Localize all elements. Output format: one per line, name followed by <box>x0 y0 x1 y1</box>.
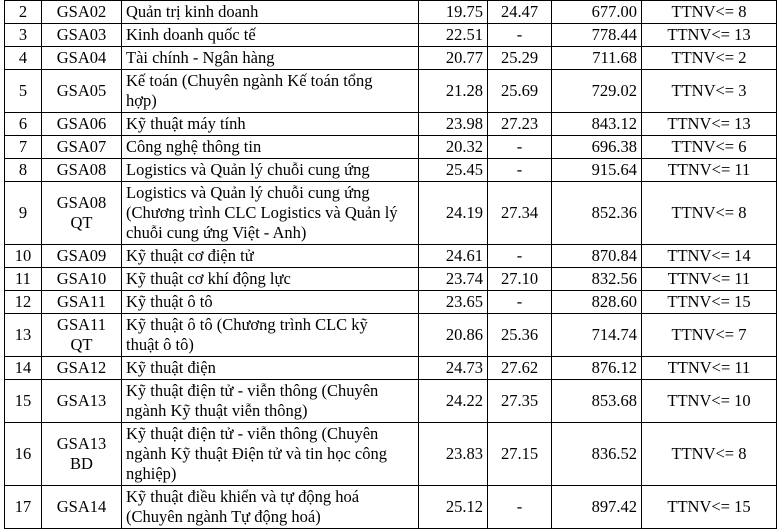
program-name-cell-line: Tài chính - Ngân hàng <box>126 48 275 67</box>
score-cell-3: 870.84 <box>552 245 642 268</box>
program-name-cell-line: nghiệp) <box>126 464 177 483</box>
program-name-cell <box>122 159 419 182</box>
program-code-cell <box>42 47 122 70</box>
score-cell-3: 915.64 <box>552 159 642 182</box>
table-row <box>5 47 777 70</box>
row-number-cell: 17 <box>5 486 42 529</box>
table-row <box>5 1 777 24</box>
criterion-cell: TTNV<= 13 <box>642 24 777 47</box>
program-code-cell-line: GSA10 <box>56 269 107 288</box>
score-cell-1: 21.28 <box>419 70 488 113</box>
program-code-cell <box>42 136 122 159</box>
program-name-cell <box>122 47 419 70</box>
score-cell-1: 20.77 <box>419 47 488 70</box>
program-code-cell-line: GSA12 <box>56 358 107 377</box>
program-code-cell <box>42 291 122 314</box>
row-number-cell: 8 <box>5 159 42 182</box>
score-cell-3: 711.68 <box>552 47 642 70</box>
row-number-cell: 3 <box>5 24 42 47</box>
table-row <box>5 182 777 245</box>
criterion-cell: TTNV<= 15 <box>642 486 777 529</box>
program-name-cell-line: Kỹ thuật điện tử - viễn thông (Chuyên <box>126 381 379 400</box>
program-code-cell <box>42 423 122 486</box>
score-cell-2: - <box>488 291 552 314</box>
program-name-cell <box>122 423 419 486</box>
score-cell-3: 876.12 <box>552 357 642 380</box>
program-name-cell <box>122 268 419 291</box>
table-row <box>5 70 777 113</box>
criterion-cell: TTNV<= 8 <box>642 1 777 24</box>
program-name-cell <box>122 380 419 423</box>
criterion-cell: TTNV<= 14 <box>642 245 777 268</box>
program-name-cell <box>122 314 419 357</box>
score-cell-2: 25.36 <box>488 314 552 357</box>
program-name-cell-line: Quản trị kinh doanh <box>126 2 259 21</box>
table-row <box>5 357 777 380</box>
table-row <box>5 380 777 423</box>
score-cell-3: 843.12 <box>552 113 642 136</box>
score-cell-1: 23.65 <box>419 291 488 314</box>
table-row <box>5 24 777 47</box>
document-page <box>4 0 776 526</box>
program-name-cell <box>122 70 419 113</box>
program-name-cell-line: Kỹ thuật cơ khí động lực <box>126 269 291 288</box>
program-code-cell <box>42 1 122 24</box>
program-code-cell <box>42 380 122 423</box>
program-name-cell-line: Công nghệ thông tin <box>126 137 262 156</box>
score-cell-3: 696.38 <box>552 136 642 159</box>
program-name-cell-line: Kỹ thuật ô tô <box>126 292 213 311</box>
program-name-cell-line: Kỹ thuật máy tính <box>126 114 246 133</box>
score-cell-2: - <box>488 24 552 47</box>
program-code-cell <box>42 357 122 380</box>
table-row <box>5 423 777 486</box>
criterion-cell: TTNV<= 11 <box>642 357 777 380</box>
program-code-cell-line: GSA09 <box>56 246 107 265</box>
program-name-cell <box>122 357 419 380</box>
program-name-cell-line: Logistics và Quản lý chuỗi cung ứng <box>126 160 370 179</box>
score-cell-3: 897.42 <box>552 486 642 529</box>
table-row <box>5 159 777 182</box>
program-name-cell-line: (Chương trình CLC Logistics và Quản lý <box>126 203 398 222</box>
score-cell-2: 25.69 <box>488 70 552 113</box>
program-name-cell <box>122 291 419 314</box>
criterion-cell: TTNV<= 11 <box>642 268 777 291</box>
score-cell-2: - <box>488 486 552 529</box>
program-code-cell <box>42 24 122 47</box>
score-cell-1: 20.32 <box>419 136 488 159</box>
score-cell-3: 853.68 <box>552 380 642 423</box>
program-name-cell <box>122 1 419 24</box>
program-name-cell-line: (Chuyên ngành Tự động hoá) <box>126 507 321 526</box>
score-cell-1: 20.86 <box>419 314 488 357</box>
score-cell-1: 23.74 <box>419 268 488 291</box>
program-code-cell-line: GSA05 <box>56 81 107 100</box>
score-cell-3: 729.02 <box>552 70 642 113</box>
program-name-cell <box>122 136 419 159</box>
table-row <box>5 314 777 357</box>
criterion-cell: TTNV<= 10 <box>642 380 777 423</box>
row-number-cell: 15 <box>5 380 42 423</box>
score-cell-1: 19.75 <box>419 1 488 24</box>
score-cell-2: 25.29 <box>488 47 552 70</box>
program-code-cell <box>42 486 122 529</box>
program-code-cell-line: GSA13 <box>56 434 107 453</box>
row-number-cell: 2 <box>5 1 42 24</box>
program-code-cell-line: GSA06 <box>56 114 107 133</box>
score-cell-3: 828.60 <box>552 291 642 314</box>
row-number-cell: 4 <box>5 47 42 70</box>
criterion-cell: TTNV<= 6 <box>642 136 777 159</box>
program-name-cell-line: Logistics và Quản lý chuỗi cung ứng <box>126 183 370 202</box>
score-cell-1: 25.12 <box>419 486 488 529</box>
score-cell-3: 832.56 <box>552 268 642 291</box>
row-number-cell: 7 <box>5 136 42 159</box>
score-cell-1: 24.61 <box>419 245 488 268</box>
program-code-cell <box>42 113 122 136</box>
criterion-cell: TTNV<= 3 <box>642 70 777 113</box>
score-cell-3: 714.74 <box>552 314 642 357</box>
criterion-cell: TTNV<= 11 <box>642 159 777 182</box>
criterion-cell: TTNV<= 7 <box>642 314 777 357</box>
program-name-cell-line: Kỹ thuật cơ điện tử <box>126 246 254 265</box>
program-name-cell <box>122 486 419 529</box>
program-name-cell <box>122 245 419 268</box>
table-row <box>5 113 777 136</box>
score-cell-3: 852.36 <box>552 182 642 245</box>
program-code-cell-line: GSA11 <box>57 292 106 311</box>
program-code-cell-line: GSA03 <box>56 25 107 44</box>
program-code-cell <box>42 314 122 357</box>
table-row <box>5 245 777 268</box>
score-cell-3: 677.00 <box>552 1 642 24</box>
row-number-cell: 6 <box>5 113 42 136</box>
program-name-cell-line: chuỗi cung ứng Việt - Anh) <box>126 223 307 242</box>
row-number-cell: 5 <box>5 70 42 113</box>
score-cell-2: - <box>488 159 552 182</box>
score-cell-1: 22.51 <box>419 24 488 47</box>
score-cell-3: 778.44 <box>552 24 642 47</box>
program-code-cell-line: BD <box>70 454 93 473</box>
program-code-cell-line: GSA08 <box>56 160 107 179</box>
score-cell-2: 27.15 <box>488 423 552 486</box>
program-name-cell-line: ngành Kỹ thuật Điện tử và tin học công <box>126 444 387 463</box>
score-cell-1: 24.22 <box>419 380 488 423</box>
table-row <box>5 291 777 314</box>
criterion-cell: TTNV<= 13 <box>642 113 777 136</box>
program-name-cell-line: thuật ô tô) <box>126 335 194 354</box>
criterion-cell: TTNV<= 8 <box>642 182 777 245</box>
admission-scores-table <box>4 0 777 529</box>
program-name-cell-line: ngành Kỹ thuật viễn thông) <box>126 401 308 420</box>
score-cell-1: 24.73 <box>419 357 488 380</box>
score-cell-2: 27.62 <box>488 357 552 380</box>
program-code-cell-line: GSA13 <box>56 391 107 410</box>
program-code-cell-line: GSA11 <box>57 315 106 334</box>
program-code-cell-line: GSA14 <box>56 497 107 516</box>
row-number-cell: 13 <box>5 314 42 357</box>
program-code-cell <box>42 182 122 245</box>
table-row <box>5 136 777 159</box>
program-name-cell-line: Kinh doanh quốc tế <box>126 25 256 44</box>
program-code-cell <box>42 268 122 291</box>
criterion-cell: TTNV<= 8 <box>642 423 777 486</box>
score-cell-3: 836.52 <box>552 423 642 486</box>
program-name-cell-line: hợp) <box>126 91 157 110</box>
program-name-cell-line: Kế toán (Chuyên ngành Kế toán tổng <box>126 71 373 90</box>
score-cell-2: 27.23 <box>488 113 552 136</box>
score-cell-2: 27.35 <box>488 380 552 423</box>
score-cell-1: 23.98 <box>419 113 488 136</box>
score-cell-1: 25.45 <box>419 159 488 182</box>
table-row <box>5 268 777 291</box>
program-code-cell-line: GSA08 <box>56 193 107 212</box>
program-code-cell <box>42 159 122 182</box>
program-code-cell-line: GSA04 <box>56 48 107 67</box>
program-name-cell-line: Kỹ thuật ô tô (Chương trình CLC kỹ <box>126 315 368 334</box>
program-name-cell-line: Kỹ thuật điện tử - viễn thông (Chuyên <box>126 424 379 443</box>
criterion-cell: TTNV<= 15 <box>642 291 777 314</box>
row-number-cell: 12 <box>5 291 42 314</box>
row-number-cell: 14 <box>5 357 42 380</box>
score-cell-2: - <box>488 245 552 268</box>
program-name-cell <box>122 113 419 136</box>
program-name-cell-line: Kỹ thuật điện <box>126 358 216 377</box>
program-name-cell-line: Kỹ thuật điều khiển và tự động hoá <box>126 487 360 506</box>
table-row <box>5 486 777 529</box>
program-code-cell-line: GSA02 <box>56 2 107 21</box>
row-number-cell: 9 <box>5 182 42 245</box>
score-cell-2: 27.10 <box>488 268 552 291</box>
criterion-cell: TTNV<= 2 <box>642 47 777 70</box>
score-cell-2: 24.47 <box>488 1 552 24</box>
score-cell-2: - <box>488 136 552 159</box>
table-body <box>5 0 777 529</box>
program-name-cell <box>122 24 419 47</box>
program-code-cell-line: GSA07 <box>56 137 107 156</box>
row-number-cell: 10 <box>5 245 42 268</box>
program-code-cell <box>42 70 122 113</box>
program-name-cell <box>122 182 419 245</box>
score-cell-2: 27.34 <box>488 182 552 245</box>
row-number-cell: 16 <box>5 423 42 486</box>
program-code-cell <box>42 245 122 268</box>
program-code-cell-line: QT <box>70 213 93 232</box>
program-code-cell-line: QT <box>70 335 93 354</box>
score-cell-1: 24.19 <box>419 182 488 245</box>
score-cell-1: 23.83 <box>419 423 488 486</box>
row-number-cell: 11 <box>5 268 42 291</box>
